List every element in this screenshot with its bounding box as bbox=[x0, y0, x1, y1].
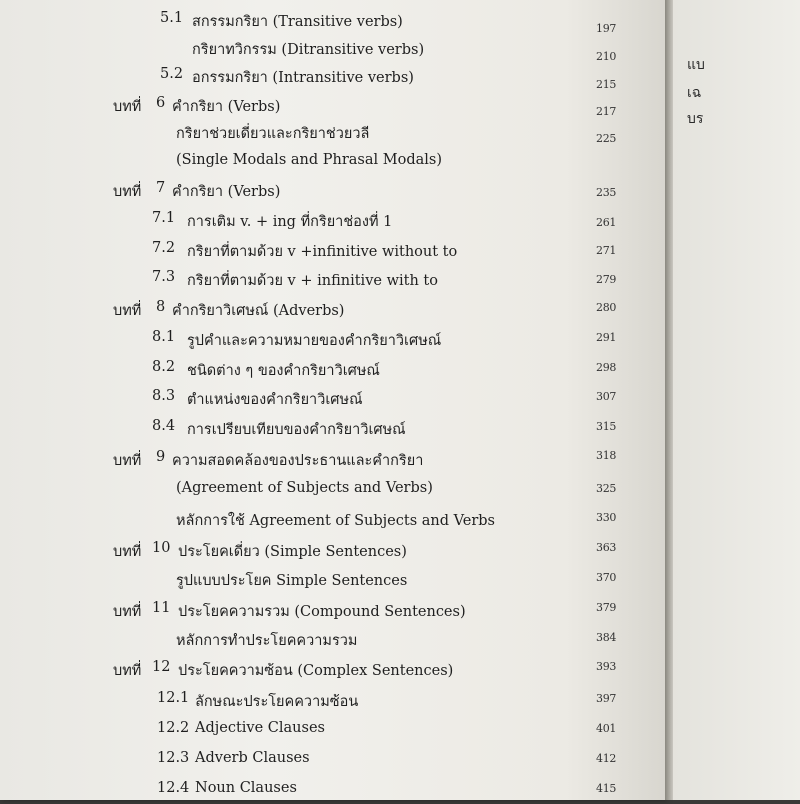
toc-entry bbox=[0, 540, 620, 564]
section-number: 5.1 bbox=[160, 10, 184, 26]
page-number: 291 bbox=[596, 331, 617, 344]
chapter-prefix: บทที่ bbox=[113, 184, 142, 200]
section-number: 8.4 bbox=[152, 418, 176, 434]
entry-title: คำกริยา (Verbs) bbox=[172, 184, 281, 200]
page-number: 279 bbox=[596, 273, 617, 286]
page-number: 271 bbox=[596, 244, 617, 257]
page-number: 315 bbox=[596, 420, 617, 433]
entry-title: กริยาที่ตามด้วย v +infinitive without to bbox=[187, 244, 458, 260]
page-number: 261 bbox=[596, 216, 617, 229]
section-number: 6 bbox=[156, 95, 166, 111]
section-number: 7.1 bbox=[152, 210, 176, 226]
section-number: 8.3 bbox=[152, 388, 176, 404]
entry-title: ประโยคเดี่ยว (Simple Sentences) bbox=[178, 544, 407, 560]
page-number: 363 bbox=[596, 541, 617, 554]
page-number: 318 bbox=[596, 449, 617, 462]
chapter-prefix: บทที่ bbox=[113, 604, 142, 620]
entry-title: กริยาช่วยเดี่ยวและกริยาช่วยวลี bbox=[176, 126, 370, 142]
toc-entry bbox=[0, 720, 620, 744]
entry-title: รูปแบบประโยค Simple Sentences bbox=[176, 573, 408, 589]
section-number: 12.4 bbox=[157, 780, 190, 796]
page-number: 412 bbox=[596, 752, 617, 765]
entry-title: ตำแหน่งของคำกริยาวิเศษณ์ bbox=[187, 392, 363, 408]
chapter-prefix: บทที่ bbox=[113, 303, 142, 319]
toc-entry bbox=[0, 122, 620, 146]
entry-title: Adverb Clauses bbox=[195, 750, 310, 766]
entry-title: ชนิดต่าง ๆ ของคำกริยาวิเศษณ์ bbox=[187, 363, 380, 379]
page-number: 379 bbox=[596, 601, 617, 614]
toc-entry bbox=[0, 449, 620, 473]
toc-entry bbox=[0, 66, 620, 90]
toc-entry bbox=[0, 750, 620, 774]
toc-entry bbox=[0, 210, 620, 234]
chapter-prefix: บทที่ bbox=[113, 99, 142, 115]
page-number: 298 bbox=[596, 361, 617, 374]
chapter-prefix: บทที่ bbox=[113, 663, 142, 679]
page-number: 307 bbox=[596, 390, 617, 403]
toc-entry bbox=[0, 659, 620, 683]
toc-entry bbox=[0, 299, 620, 323]
toc-entry bbox=[0, 480, 620, 504]
page-number: 217 bbox=[596, 105, 617, 118]
toc-entry bbox=[0, 329, 620, 353]
section-number: 12 bbox=[152, 659, 171, 675]
entry-title: ประโยคความรวม (Compound Sentences) bbox=[178, 604, 466, 620]
section-number: 5.2 bbox=[160, 66, 184, 82]
entry-title: (Single Modals and Phrasal Modals) bbox=[176, 152, 442, 168]
page-number: 370 bbox=[596, 571, 617, 584]
entry-title: อกรรมกริยา (Intransitive verbs) bbox=[192, 70, 414, 86]
chapter-prefix: บทที่ bbox=[113, 544, 142, 560]
toc-entry bbox=[0, 388, 620, 412]
page-number: 215 bbox=[596, 78, 617, 91]
entry-title: ความสอดคล้องของประธานและคำกริยา bbox=[172, 453, 424, 469]
page-number: 397 bbox=[596, 692, 617, 705]
adjacent-page bbox=[673, 0, 800, 800]
toc-entry bbox=[0, 95, 620, 119]
section-number: 7.3 bbox=[152, 269, 176, 285]
adjacent-page-text: แบ bbox=[687, 57, 705, 73]
entry-title: การเปรียบเทียบของคำกริยาวิเศษณ์ bbox=[187, 422, 406, 438]
entry-title: กริยาที่ตามด้วย v + infinitive with to bbox=[187, 273, 438, 289]
section-number: 9 bbox=[156, 449, 166, 465]
section-number: 8.2 bbox=[152, 359, 176, 375]
section-number: 7.2 bbox=[152, 240, 176, 256]
entry-title: หลักการทำประโยคความรวม bbox=[176, 633, 358, 649]
section-number: 8 bbox=[156, 299, 166, 315]
section-number: 12.3 bbox=[157, 750, 190, 766]
entry-title: สกรรมกริยา (Transitive verbs) bbox=[192, 14, 403, 30]
toc-entry bbox=[0, 569, 620, 593]
entry-title: คำกริยาวิเศษณ์ (Adverbs) bbox=[172, 303, 345, 319]
page-number: 210 bbox=[596, 50, 617, 63]
section-number: 11 bbox=[152, 600, 171, 616]
page-number: 225 bbox=[596, 132, 617, 145]
toc-entry bbox=[0, 690, 620, 714]
entry-title: Adjective Clauses bbox=[195, 720, 325, 736]
page-number: 235 bbox=[596, 186, 617, 199]
toc-entry bbox=[0, 269, 620, 293]
adjacent-page-text: บร bbox=[687, 111, 704, 127]
adjacent-page-text: เฉ bbox=[687, 85, 702, 101]
book-gutter bbox=[665, 0, 673, 800]
section-number: 12.2 bbox=[157, 720, 190, 736]
chapter-prefix: บทที่ bbox=[113, 453, 142, 469]
toc-entry bbox=[0, 629, 620, 653]
entry-title: รูปคำและความหมายของคำกริยาวิเศษณ์ bbox=[187, 333, 442, 349]
page-number: 330 bbox=[596, 511, 617, 524]
toc-entry bbox=[0, 240, 620, 264]
page-number: 325 bbox=[596, 482, 617, 495]
entry-title: กริยาทวิกรรม (Ditransitive verbs) bbox=[192, 42, 425, 58]
page-number: 401 bbox=[596, 722, 617, 735]
toc-entry bbox=[0, 38, 620, 62]
page-number: 393 bbox=[596, 660, 617, 673]
page-number: 280 bbox=[596, 301, 617, 314]
section-number: 8.1 bbox=[152, 329, 176, 345]
entry-title: Noun Clauses bbox=[195, 780, 297, 796]
section-number: 12.1 bbox=[157, 690, 190, 706]
page-number: 384 bbox=[596, 631, 617, 644]
entry-title: ลักษณะประโยคความซ้อน bbox=[195, 694, 359, 710]
section-number: 10 bbox=[152, 540, 171, 556]
page-number: 197 bbox=[596, 22, 617, 35]
toc-entry bbox=[0, 780, 620, 804]
section-number: 7 bbox=[156, 180, 166, 196]
toc-entry bbox=[0, 359, 620, 383]
page-number: 415 bbox=[596, 782, 617, 795]
entry-title: (Agreement of Subjects and Verbs) bbox=[176, 480, 433, 496]
toc-entry bbox=[0, 418, 620, 442]
toc-entry bbox=[0, 152, 620, 176]
entry-title: คำกริยา (Verbs) bbox=[172, 99, 281, 115]
entry-title: ประโยคความซ้อน (Complex Sentences) bbox=[178, 663, 454, 679]
entry-title: การเติม v. + ing ที่กริยาช่องที่ 1 bbox=[187, 214, 393, 230]
toc-entry bbox=[0, 600, 620, 624]
entry-title: หลักการใช้ Agreement of Subjects and Verbs bbox=[176, 513, 495, 529]
toc-entry bbox=[0, 509, 620, 533]
toc-entry bbox=[0, 10, 620, 34]
toc-entry bbox=[0, 180, 620, 204]
